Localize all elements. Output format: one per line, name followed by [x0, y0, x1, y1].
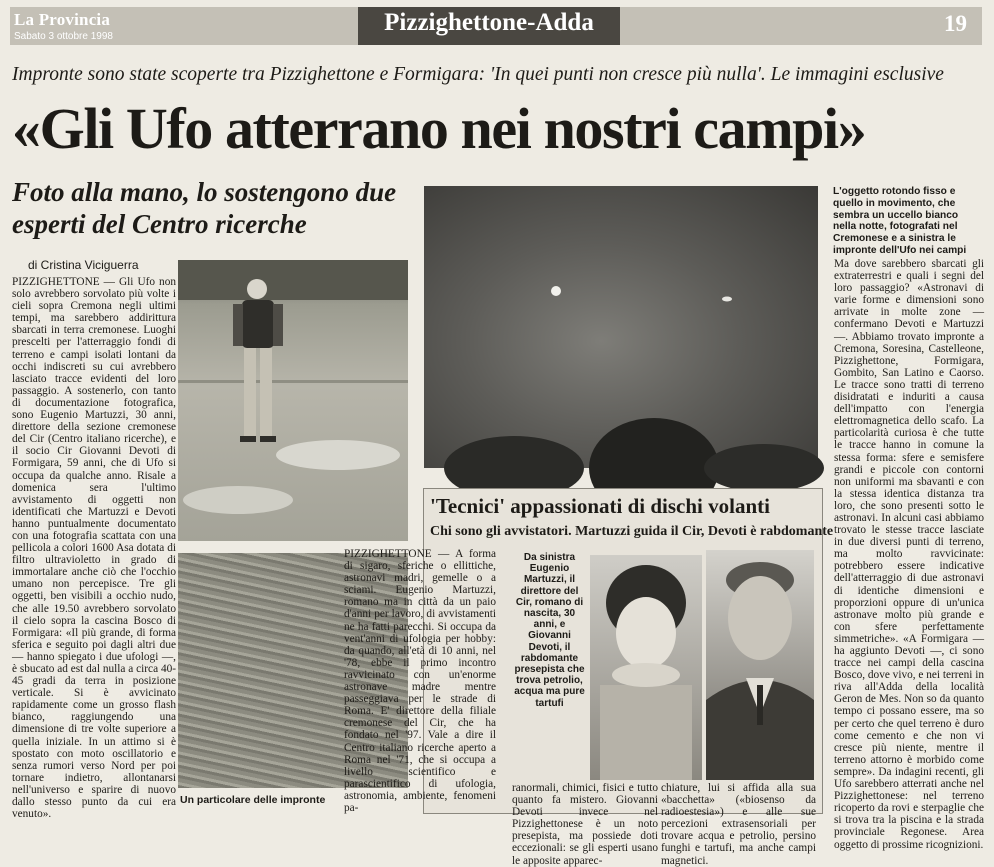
imprint-caption: Un particolare delle impronte: [180, 794, 326, 806]
article-column-1: PIZZIGHETTONE — Gli Ufo non solo avrebbero sorvolato più volte i cieli sopra Cremona negli ultimi tempi, ma sarebbero addirittura sbarcati in terra cremonese. Luoghi prescelti per l'atterraggio fondi di terreno e campi isolati lontani da occhi indiscreti su cui avrebbero lasciato tracce evidenti del loro passaggio. A sostenerlo, con tanto di documentazione fotografica, sono Eugenio Martuzzi, 30 anni, direttore della sezione cremonese del Cir (Centro italiano ricerche), e il socio Cir Giovanni Devoti di Formigara, 59 anni, che di Ufo si occupa da qualche anno. Risale a domenica sera l'ultimo avvistamento di oggetti non identificati che Martuzzi e Devoti hanno puntualmente documentato con una fotografia scattata con una pellicola a colori 1600 Asa dotata di filtro ultravioletto in grado di immortalare anche ciò che l'occhio umano non percepisce. Tre gli oggetti, ben visibili a occhio nudo, che alle 19.50 avrebbero sorvolato il cielo sopra la cascina Bosco di Formigara: «Il più grande, di forma sferica e seguito poi dagli altri due — hanno spiegato i due ufologi —, è sbucato ad est dal nulla a circa 40-45 gradi da terra in posizione verticale. Si è avvicinato rapidamente come un grosso flash bianco, raggiungendo una dimensione di tre volte superiore a quella iniziale. In un attimo si è spostato con moto oscillatorio e senza rumori verso Nord per poi tornare indietro, allontanarsi nell'universo e sparire di nuovo dallo stesso punto da cui era venuto».: [12, 276, 176, 821]
portrait-martuzzi: [590, 555, 702, 780]
field-photo: [178, 260, 408, 541]
headline: «Gli Ufo atterrano nei nostri campi»: [12, 96, 866, 161]
page-number: 19: [944, 11, 967, 36]
article-column-right: Ma dove sarebbero sbarcati gli extraterrestri e quali i segni del loro passaggio? «Astronavi di varie forme e dimensioni sono arrivate in molte zone — confermano Devoti e Martuzzi —. Abbiamo trovato impronte a Cremona, Soresina, Castelleone, Pizzighettone, Formigara, Gombito, San Latino e Caorso. Le tracce sono tratti di terreno disidratati e induriti a causa dell'impatto con l'energia elettromagnetica dello scafo. La particolarità curiosa è che tutte le tracce hanno in comune la stessa forma: sfere e semisfere grandi e piccole con contorni non uniformi ma sbavanti e con la stessa identica distanza tra loro, che sono presenti sotto le astronavi. In alcuni casi abbiamo trovato le stesse tracce lasciate in due diversi punti di terreno, ma molto ravvicinate: potrebbero essere indicative dell'atterraggio di due astronavi di identiche dimensioni e proporzioni oppure di un'unica astronave molto più grande e con sfere perfettamente simmetriche». «A Formigara — ha aggiunto Devoti —, ci sono tracce nei campi della cascina Bosco, dove vivo, e nei terreni in riva all'Adda della località Geron de Mes. Non so da quanto tempo ci possano essere, ma so per certo che quel terreno è duro come cemento e che non vi cresce più niente, mentre il terreno attorno è morbido come sempre». Da indagini recenti, gli Ufo sarebbero atterrati anche nel Pizzighettonese: nel terreno ricoperto da rovi e sterpaglie che si trova tra la piscina e la strada provinciale Regonese. Area oggetto di prossime ricognizioni.: [834, 258, 984, 851]
sidebar-title: 'Tecnici' appassionati di dischi volanti: [430, 494, 770, 518]
sidebar-subtitle-text: Chi sono gli avvistatori. Martuzzi guida il Cir, Devoti è rabdomante: [430, 524, 834, 539]
byline: di Cristina Viciguerra: [28, 258, 139, 272]
paper-name: La Provincia: [14, 10, 111, 29]
issue-date: Sabato 3 ottobre 1998: [14, 31, 113, 42]
sidebar-column-3: chiature, lui si affida alla sua «bacchetta» («biosenso da radioestesia») e alle sue percezioni extrasensoriali per trovare acqua e petrolio, persino funghi e tartufi, ma anche campi magnetici.: [661, 782, 816, 867]
kicker: Impronte sono state scoperte tra Pizzighettone e Formigara: 'In quei punti non cresce più nulla'. Le immagini esclusive: [12, 64, 944, 85]
sidebar-column-1: PIZZIGHETTONE — A forma di sigaro, sferiche o ellittiche, astronavi madri, gemelle o a sciami. Eugenio Martuzzi, romano ma in città da un paio d'anni per lavoro, di avvistamenti ne ha fatti parecchi. Si occupa da vent'anni di ufologia per hobby: da quando, all'età di 10 anni, nel '78, ebbe il primo incontro ravvicinato con un'enorme astronave madre mentre passeggiava per le strade di Roma. E' direttore della filiale cremonese del Cir, che ha fondato nel '97. Vale a dire il Centro italiano ricerche aperto a Roma nel '71, che si occupa a livello scientifico e parascientifico di ufologia, astronomia, ambiente, fenomeni pa-: [344, 548, 496, 814]
night-photo-caption: L'oggetto rotondo fisso e quello in movimento, che sembra un uccello bianco nella notte, fotografati nel Cremonese e a sinistra le impronte dell'Ufo nei campi: [833, 186, 967, 256]
sidebar-column-2: ranormali, chimici, fisici e tutto quanto fa mistero. Giovanni Devoti invece nel Pizzighettonese è un noto presepista, ma possiede doti eccezionali: se gli esperti usano le apposite apparec-: [512, 782, 658, 867]
section-title: Pizzighettone-Adda: [384, 9, 594, 36]
night-sky-photo: [424, 186, 818, 468]
portraits-caption: Da sinistra Eugenio Martuzzi, il direttore del Cir, romano di nascita, 30 anni, e Giovanni Devoti, il rabdomante presepista che trova petrolio, acqua ma pure tartufi: [514, 552, 585, 709]
subhead: Foto alla mano, lo sostengono due esperti del Centro ricerche: [12, 177, 397, 239]
portrait-devoti: [706, 550, 814, 780]
sidebar-subtitle: [430, 524, 834, 540]
